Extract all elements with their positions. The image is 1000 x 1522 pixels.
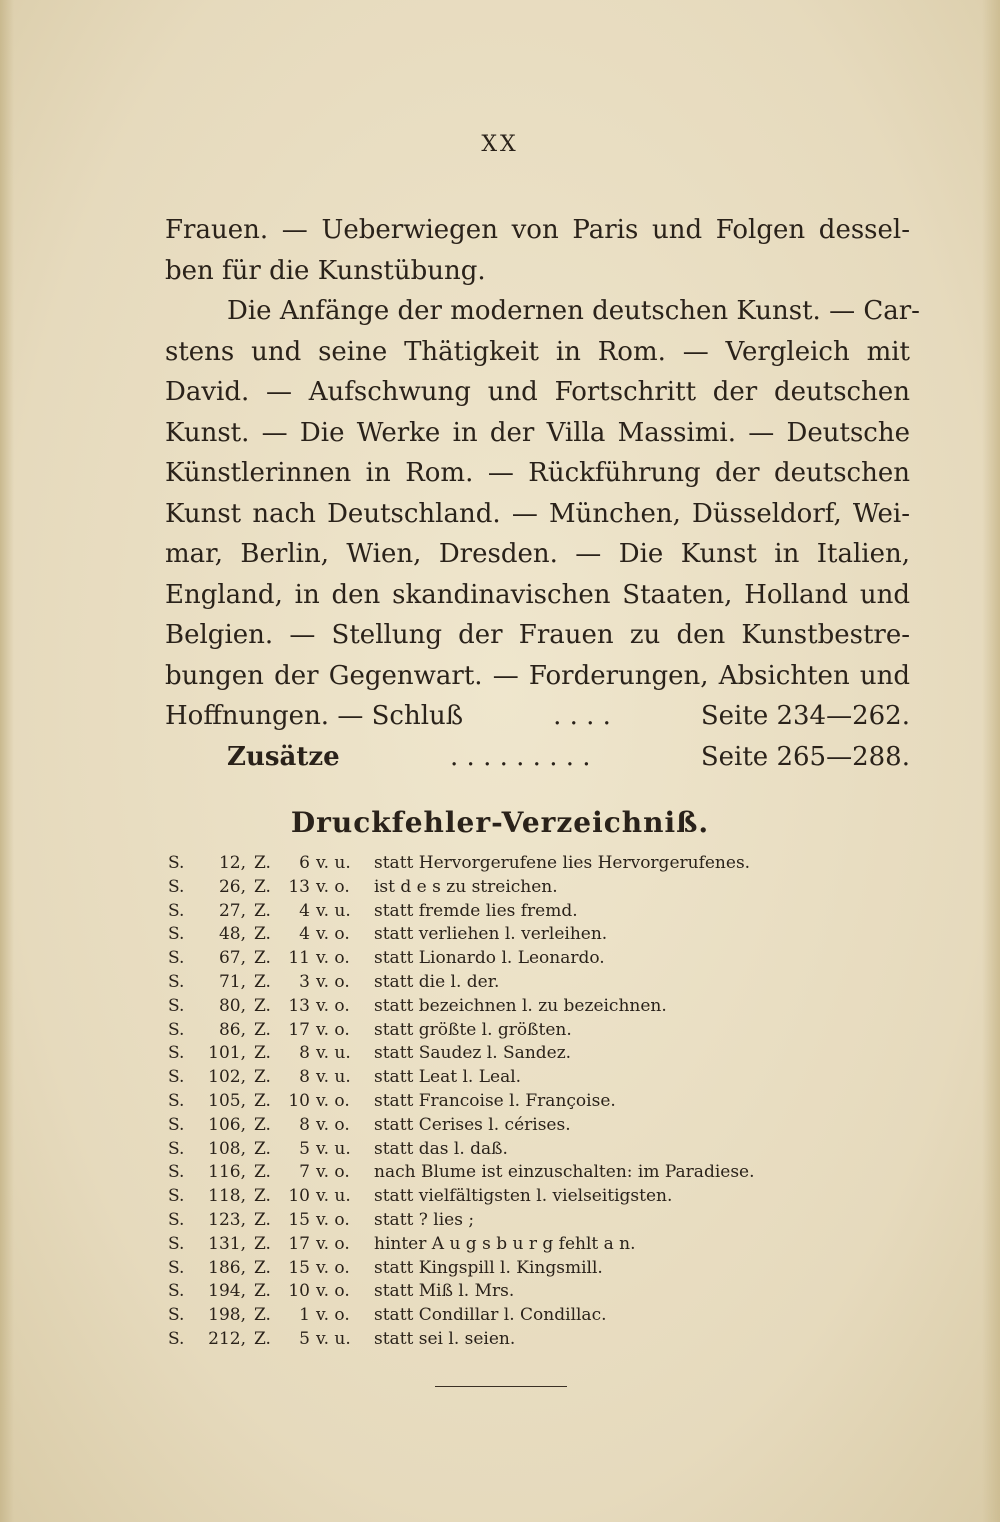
errata-z: Z. bbox=[254, 1114, 271, 1135]
errata-z: Z. bbox=[254, 1090, 271, 1111]
errata-line: 11 bbox=[288, 948, 310, 969]
errata-page: 102, bbox=[208, 1067, 246, 1088]
errata-line: 8 bbox=[299, 1114, 310, 1135]
errata-page: 26, bbox=[218, 876, 246, 897]
text-line: stens und seine Thätigkeit in Rom. — Vergleich mit bbox=[165, 336, 910, 367]
summary-text bbox=[165, 210, 920, 777]
errata-direction: v. u. bbox=[316, 1043, 351, 1064]
errata-row bbox=[168, 1019, 908, 1043]
errata-row bbox=[168, 971, 908, 995]
errata-page: 118, bbox=[208, 1186, 246, 1207]
errata-line: 13 bbox=[288, 876, 310, 897]
errata-correction: nach Blume ist einzuschalten: im Paradiese. bbox=[374, 1162, 755, 1183]
errata-s: S. bbox=[168, 1209, 185, 1230]
errata-row bbox=[168, 1304, 908, 1328]
errata-correction: statt bezeichnen l. zu bezeichnen. bbox=[374, 995, 667, 1016]
errata-row bbox=[168, 995, 908, 1019]
errata-direction: v. u. bbox=[316, 900, 351, 921]
errata-correction: statt größte l. größten. bbox=[374, 1019, 572, 1040]
errata-page: 80, bbox=[218, 995, 246, 1016]
errata-direction: v. u. bbox=[316, 1067, 351, 1088]
errata-direction: v. o. bbox=[316, 1281, 350, 1302]
text-line: Die Anfänge der modernen deutschen Kunst. — Car- bbox=[227, 296, 920, 326]
errata-s: S. bbox=[168, 1138, 185, 1159]
toc-leader: . . . . . . . . . bbox=[450, 741, 591, 772]
errata-correction: statt fremde lies fremd. bbox=[374, 900, 578, 921]
errata-s: S. bbox=[168, 1090, 185, 1111]
errata-z: Z. bbox=[254, 853, 271, 873]
errata-page: 48, bbox=[218, 924, 246, 945]
errata-z: Z. bbox=[254, 948, 271, 969]
errata-page: 123, bbox=[208, 1209, 246, 1230]
errata-row bbox=[168, 900, 908, 924]
errata-row bbox=[168, 923, 908, 947]
errata-z: Z. bbox=[254, 1043, 271, 1064]
errata-direction: v. o. bbox=[316, 1019, 350, 1040]
errata-s: S. bbox=[168, 900, 185, 921]
errata-row bbox=[168, 1257, 908, 1281]
errata-correction: statt verliehen l. verleihen. bbox=[374, 924, 608, 945]
errata-direction: v. o. bbox=[316, 1257, 350, 1278]
errata-direction: v. o. bbox=[316, 995, 350, 1016]
errata-s: S. bbox=[168, 995, 185, 1016]
text-line: Belgien. — Stellung der Frauen zu den Kunstbestre- bbox=[165, 620, 910, 650]
errata-direction: v. o. bbox=[316, 876, 350, 897]
errata-row bbox=[168, 1328, 908, 1352]
errata-page: 86, bbox=[218, 1019, 246, 1040]
errata-line: 5 bbox=[299, 1138, 310, 1159]
errata-z: Z. bbox=[254, 924, 271, 945]
errata-direction: v. u. bbox=[316, 1328, 351, 1349]
errata-page: 116, bbox=[208, 1162, 246, 1183]
errata-direction: v. o. bbox=[316, 948, 350, 969]
errata-correction: statt ? lies ; bbox=[374, 1209, 475, 1230]
errata-line: 15 bbox=[288, 1209, 310, 1230]
errata-z: Z. bbox=[254, 995, 271, 1016]
errata-s: S. bbox=[168, 971, 185, 992]
errata-row bbox=[168, 1209, 908, 1233]
errata-line: 1 bbox=[299, 1305, 310, 1326]
errata-z: Z. bbox=[254, 876, 271, 897]
errata-direction: v. o. bbox=[316, 1162, 350, 1183]
errata-line: 5 bbox=[299, 1328, 310, 1349]
errata-z: Z. bbox=[254, 1067, 271, 1088]
errata-line: 3 bbox=[299, 971, 310, 992]
text-line: England, in den skandinavischen Staaten, Holland und bbox=[165, 579, 910, 610]
errata-s: S. bbox=[168, 1281, 185, 1302]
errata-page: 101, bbox=[208, 1043, 246, 1064]
errata-correction: ist d e s zu streichen. bbox=[374, 876, 558, 897]
errata-z: Z. bbox=[254, 971, 271, 992]
errata-correction: statt Hervorgerufene lies Hervorgerufenes. bbox=[374, 853, 751, 873]
errata-direction: v. o. bbox=[316, 1090, 350, 1111]
errata-s: S. bbox=[168, 1305, 185, 1326]
errata-line: 15 bbox=[288, 1257, 310, 1278]
errata-direction: v. o. bbox=[316, 1233, 350, 1254]
errata-z: Z. bbox=[254, 1019, 271, 1040]
errata-correction: statt die l. der. bbox=[374, 971, 500, 992]
errata-s: S. bbox=[168, 948, 185, 969]
errata-row bbox=[168, 1233, 908, 1257]
errata-row bbox=[168, 876, 908, 900]
errata-s: S. bbox=[168, 1162, 185, 1183]
errata-row bbox=[168, 1042, 908, 1066]
errata-row bbox=[168, 1114, 908, 1138]
errata-page: 194, bbox=[208, 1281, 246, 1302]
errata-s: S. bbox=[168, 1257, 185, 1278]
errata-z: Z. bbox=[254, 1305, 271, 1326]
errata-s: S. bbox=[168, 876, 185, 897]
errata-line: 8 bbox=[299, 1043, 310, 1064]
errata-z: Z. bbox=[254, 1209, 271, 1230]
errata-title: Druckfehler-Verzeichniß. bbox=[290, 806, 710, 839]
errata-row bbox=[168, 1138, 908, 1162]
errata-direction: v. u. bbox=[316, 1186, 351, 1207]
toc-label: Zusätze bbox=[227, 741, 340, 772]
errata-s: S. bbox=[168, 1019, 185, 1040]
errata-correction: statt Francoise l. Françoise. bbox=[374, 1090, 616, 1111]
errata-direction: v. o. bbox=[316, 924, 350, 945]
text-line: David. — Aufschwung und Fortschritt der deutschen bbox=[165, 377, 910, 407]
text-line: bungen der Gegenwart. — Forderungen, Absichten und bbox=[165, 660, 910, 691]
errata-z: Z. bbox=[254, 1162, 271, 1183]
errata-page: 71, bbox=[218, 971, 246, 992]
text-line: Künstlerinnen in Rom. — Rückführung der deutschen bbox=[165, 458, 910, 488]
errata-line: 17 bbox=[288, 1019, 310, 1040]
errata-correction: statt das l. daß. bbox=[374, 1138, 508, 1159]
errata-s: S. bbox=[168, 1114, 185, 1135]
page-number: XX bbox=[481, 132, 519, 157]
page-edge-right bbox=[982, 0, 1000, 1522]
toc-label: Hoffnungen. — Schluß bbox=[165, 701, 464, 731]
errata-z: Z. bbox=[254, 1281, 271, 1302]
text-line: Kunst nach Deutschland. — München, Düsseldorf, Wei- bbox=[165, 498, 910, 529]
toc-leader: . . . . bbox=[553, 701, 611, 731]
errata-page: 106, bbox=[208, 1114, 246, 1135]
errata-correction: statt sei l. seien. bbox=[374, 1328, 516, 1349]
errata-page: 198, bbox=[208, 1305, 246, 1326]
errata-s: S. bbox=[168, 1186, 185, 1207]
bottom-rule bbox=[435, 1386, 567, 1387]
errata-list bbox=[168, 852, 908, 1352]
errata-z: Z. bbox=[254, 1138, 271, 1159]
errata-correction: statt Miß l. Mrs. bbox=[374, 1281, 515, 1302]
errata-s: S. bbox=[168, 924, 185, 945]
errata-s: S. bbox=[168, 1043, 185, 1064]
errata-page: 67, bbox=[218, 948, 246, 969]
text-line: mar, Berlin, Wien, Dresden. — Die Kunst in Italien, bbox=[165, 539, 910, 569]
errata-direction: v. o. bbox=[316, 971, 350, 992]
errata-line: 10 bbox=[288, 1186, 310, 1207]
errata-page: 105, bbox=[208, 1090, 246, 1111]
errata-correction: statt Saudez l. Sandez. bbox=[374, 1043, 572, 1064]
errata-row bbox=[168, 1161, 908, 1185]
errata-direction: v. u. bbox=[316, 1138, 351, 1159]
errata-page: 131, bbox=[208, 1233, 246, 1254]
errata-s: S. bbox=[168, 1233, 185, 1254]
errata-z: Z. bbox=[254, 1233, 271, 1254]
errata-row bbox=[168, 1090, 908, 1114]
errata-direction: v. o. bbox=[316, 1305, 350, 1326]
errata-correction: statt Condillar l. Condillac. bbox=[374, 1305, 607, 1326]
toc-pages: Seite 234—262. bbox=[700, 701, 910, 731]
errata-row bbox=[168, 1280, 908, 1304]
text-line: Frauen. — Ueberwiegen von Paris und Folgen dessel- bbox=[165, 215, 910, 245]
errata-page: 108, bbox=[208, 1138, 246, 1159]
toc-pages: Seite 265—288. bbox=[700, 741, 910, 772]
errata-direction: v. o. bbox=[316, 1209, 350, 1230]
errata-line: 6 bbox=[299, 853, 310, 873]
errata-s: S. bbox=[168, 1328, 185, 1349]
errata-page: 12, bbox=[218, 853, 246, 873]
errata-row bbox=[168, 852, 908, 876]
text-line: ben für die Kunstübung. bbox=[165, 255, 486, 286]
errata-line: 10 bbox=[288, 1281, 310, 1302]
errata-correction: statt Kingspill l. Kingsmill. bbox=[374, 1257, 603, 1278]
errata-row bbox=[168, 1185, 908, 1209]
errata-z: Z. bbox=[254, 900, 271, 921]
errata-line: 10 bbox=[288, 1090, 310, 1111]
errata-correction: statt Cerises l. cérises. bbox=[374, 1114, 571, 1135]
errata-z: Z. bbox=[254, 1186, 271, 1207]
errata-z: Z. bbox=[254, 1328, 271, 1349]
errata-line: 4 bbox=[299, 900, 310, 921]
errata-page: 27, bbox=[218, 900, 246, 921]
errata-line: 17 bbox=[288, 1233, 310, 1254]
errata-row bbox=[168, 1066, 908, 1090]
errata-s: S. bbox=[168, 853, 185, 873]
text-line: Kunst. — Die Werke in der Villa Massimi. — Deutsche bbox=[165, 417, 910, 448]
page-edge-left bbox=[0, 0, 14, 1522]
errata-direction: v. o. bbox=[316, 1114, 350, 1135]
errata-correction: statt Leat l. Leal. bbox=[374, 1067, 522, 1088]
errata-z: Z. bbox=[254, 1257, 271, 1278]
errata-s: S. bbox=[168, 1067, 185, 1088]
errata-line: 7 bbox=[299, 1162, 310, 1183]
errata-correction: hinter A u g s b u r g fehlt a n. bbox=[374, 1233, 636, 1254]
errata-line: 4 bbox=[299, 924, 310, 945]
errata-correction: statt Lionardo l. Leonardo. bbox=[374, 948, 605, 969]
toc-entry bbox=[165, 737, 910, 778]
toc-entry bbox=[165, 696, 910, 737]
errata-line: 13 bbox=[288, 995, 310, 1016]
errata-page: 212, bbox=[208, 1328, 246, 1349]
errata-line: 8 bbox=[299, 1067, 310, 1088]
errata-page: 186, bbox=[208, 1257, 246, 1278]
errata-correction: statt vielfältigsten l. vielseitigsten. bbox=[374, 1186, 673, 1207]
errata-row bbox=[168, 947, 908, 971]
errata-direction: v. u. bbox=[316, 853, 351, 873]
